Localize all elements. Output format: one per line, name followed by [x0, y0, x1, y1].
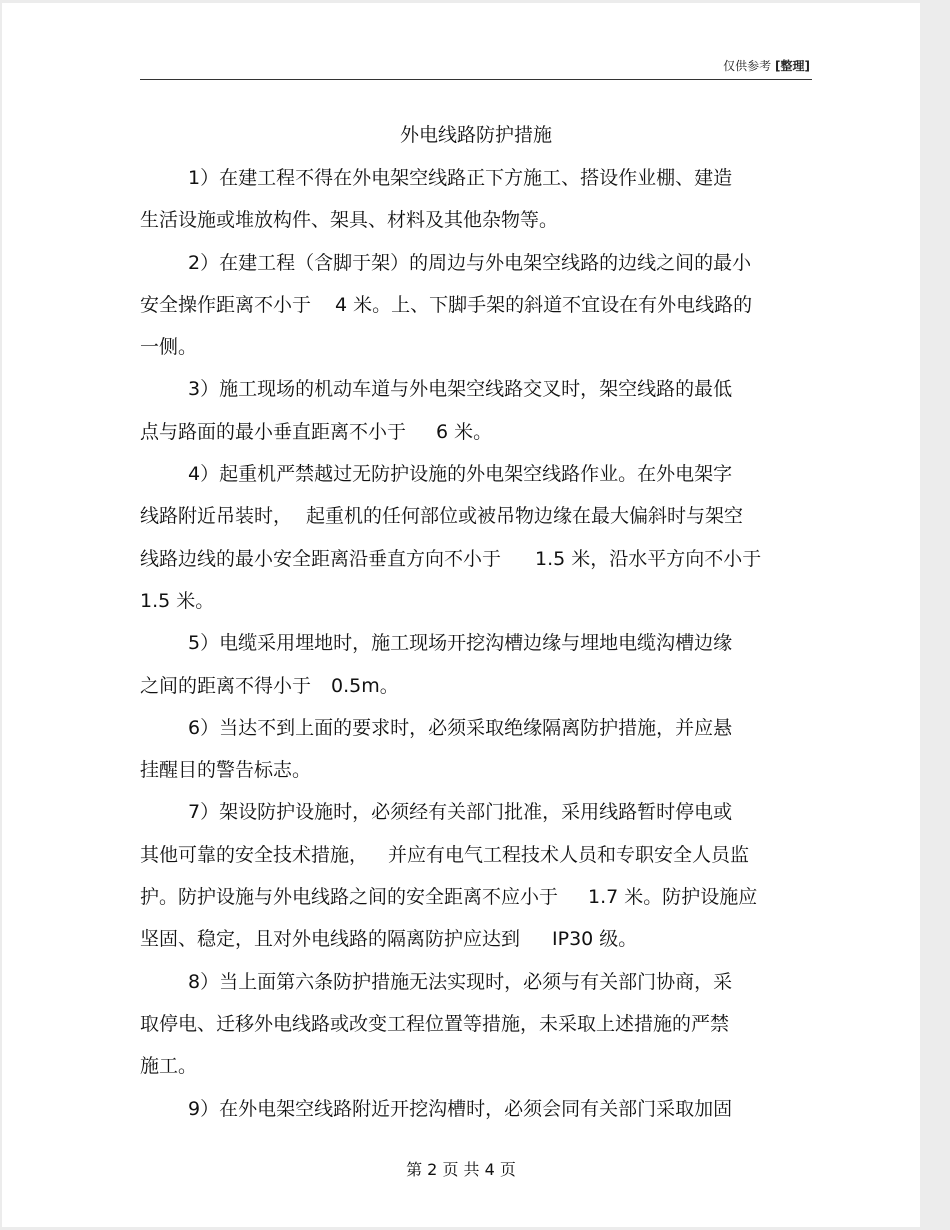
- text-line-part: 4）起重机严禁越过无防护设施的外电架空线路作业。在外电架字: [188, 463, 733, 486]
- header-tag-bracket: [整理]: [775, 59, 810, 73]
- text-line: [140, 242, 812, 284]
- text-line-part: 之间的距离不得小于: [140, 674, 312, 697]
- text-line-part: 1.7 米。防护设施应: [588, 886, 758, 909]
- text-line: [140, 876, 812, 918]
- text-line: [140, 622, 812, 664]
- text-line-part: IP30 级。: [552, 928, 638, 951]
- text-line: [140, 1003, 812, 1045]
- text-line: [140, 411, 812, 453]
- text-line: [140, 707, 812, 749]
- document-title: 外电线路防护措施: [399, 124, 552, 146]
- header-tag-prefix: 仅供参考: [723, 59, 772, 73]
- text-line: [140, 791, 812, 833]
- text-line-part: 1.5 米，沿水平方向不小于: [535, 547, 762, 570]
- text-line-part: 8）当上面第六条防护措施无法实现时，必须与有关部门协商，采: [188, 970, 733, 993]
- text-line-part: 6）当达不到上面的要求时，必须采取绝缘隔离防护措施，并应悬: [188, 716, 733, 739]
- text-line-part: 起重机的任何部位或被吊物边缘在最大偏斜时与架空: [306, 505, 744, 528]
- text-line-part: 6 米。: [436, 420, 493, 443]
- text-line: [140, 665, 812, 707]
- text-line-part: 3）施工现场的机动车道与外电架空线路交叉时，架空线路的最低: [188, 378, 733, 401]
- text-line-part: 坚固、稳定，且对外电线路的隔离防护应达到: [140, 928, 521, 951]
- text-line: [140, 199, 812, 241]
- text-line-part: 0.5m。: [331, 674, 399, 697]
- text-line-part: 护。防护设施与外电线路之间的安全距离不应小于: [140, 886, 559, 909]
- text-line-part: 7）架设防护设施时，必须经有关部门批准，采用线路暂时停电或: [188, 801, 733, 824]
- text-line: [140, 495, 812, 537]
- text-line-part: 挂醒目的警告标志。: [140, 759, 312, 782]
- text-line-part: 4 米。上、下脚手架的斜道不宜设在有外电线路的: [335, 293, 753, 316]
- text-line-part: 2）在建工程（含脚于架）的周边与外电架空线路的边线之间的最小: [188, 251, 752, 274]
- text-line-part: 5）电缆采用埋地时，施工现场开挖沟槽边缘与埋地电缆沟槽边缘: [188, 632, 733, 655]
- text-line-part: 9）在外电架空线路附近开挖沟槽时，必须会同有关部门采取加固: [188, 1097, 733, 1120]
- text-line: [140, 453, 812, 495]
- text-line: [140, 834, 812, 876]
- text-line: [140, 961, 812, 1003]
- text-line-part: 线路边线的最小安全距离沿垂直方向不小于: [140, 547, 502, 570]
- text-line-part: 施工。: [140, 1055, 198, 1078]
- text-line-part: 点与路面的最小垂直距离不小于: [140, 420, 407, 443]
- header-reference-tag: [723, 57, 810, 74]
- text-line-part: 1.5 米。: [140, 589, 215, 612]
- text-line-part: 一侧。: [140, 336, 198, 359]
- text-line-part: 取停电、迁移外电线路或改变工程位置等措施，未采取上述措施的严禁: [140, 1012, 730, 1035]
- text-line: [140, 918, 812, 960]
- page-number: 第 2 页 共 4 页: [406, 1160, 516, 1179]
- text-line: [140, 368, 812, 410]
- text-line: [140, 749, 812, 791]
- text-line: [140, 580, 812, 622]
- text-line: [140, 1088, 812, 1130]
- text-line: [140, 538, 812, 580]
- document-body: [140, 157, 812, 1130]
- text-line-part: 安全操作距离不小于: [140, 293, 312, 316]
- text-line: [140, 284, 812, 326]
- text-line: [140, 326, 812, 368]
- document-page: [2, 3, 920, 1227]
- header-rule: [140, 79, 812, 80]
- text-line: [140, 157, 812, 199]
- text-line-part: 并应有电气工程技术人员和专职安全人员监: [388, 843, 750, 866]
- text-line-part: 其他可靠的安全技术措施，: [140, 843, 369, 866]
- text-line-part: 1）在建工程不得在外电架空线路正下方施工、搭设作业棚、建造: [188, 167, 733, 189]
- text-line-part: 生活设施或堆放构件、架具、材料及其他杂物等。: [140, 209, 559, 232]
- text-line: [140, 1045, 812, 1087]
- text-line-part: 线路附近吊装时，: [140, 505, 293, 528]
